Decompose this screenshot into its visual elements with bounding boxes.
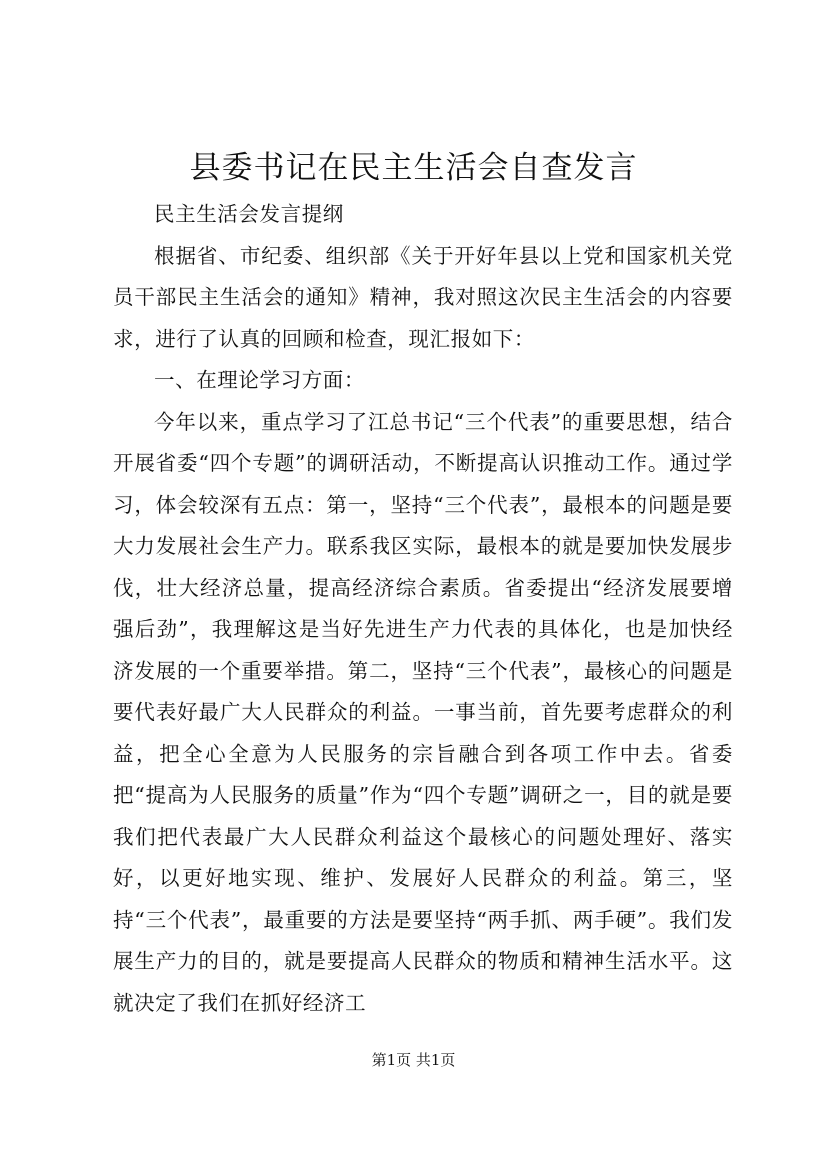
page-footer: 第1页 共1页 (371, 1051, 456, 1069)
paragraph-theory-study: 今年以来，重点学习了江总书记“三个代表”的重要思想，结合开展省委“四个专题”的调研活动，不断提高认识推动工作。通过学习，体会较深有五点：第一，坚持“三个代表”，最根本的问题是要大力发展社会生产力。联系我区实际，最根本的就是要加快发展步伐，壮大经济总量，提高经济综合素质。省委提出“经济发展要增强后劲”，我理解这是当好先进生产力代表的具体化，也是加快经济发展的一个重要举措。第二，坚持“三个代表”，最核心的问题是要代表好最广大人民群众的利益。一事当前，首先要考虑群众的利益，把全心全意为人民服务的宗旨融合到各项工作中去。省委把“提高为人民服务的质量”作为“四个专题”调研之一，目的就是要我们把代表最广大人民群众利益这个最核心的问题处理好、落实好，以更好地实现、维护、发展好人民群众的利益。第三，坚持“三个代表”，最重要的方法是要坚持“两手抓、两手硬”。我们发展生产力的目的，就是要提高人民群众的物质和精神生活水平。这就决定了我们在抓好经济工 (113, 409, 733, 1015)
document-body (113, 194, 733, 1024)
paragraph-intro: 根据省、市纪委、组织部《关于开好年县以上党和国家机关党员干部民主生活会的通知》精神，我对照这次民主生活会的内容要求，进行了认真的回顾和检查，现汇报如下： (113, 243, 733, 351)
paragraph-subtitle: 民主生活会发言提纲 (154, 202, 344, 226)
paragraph-section-heading: 一、在理论学习方面： (154, 368, 365, 392)
document-title: 县委书记在民主生活会自查发言 (189, 150, 638, 186)
